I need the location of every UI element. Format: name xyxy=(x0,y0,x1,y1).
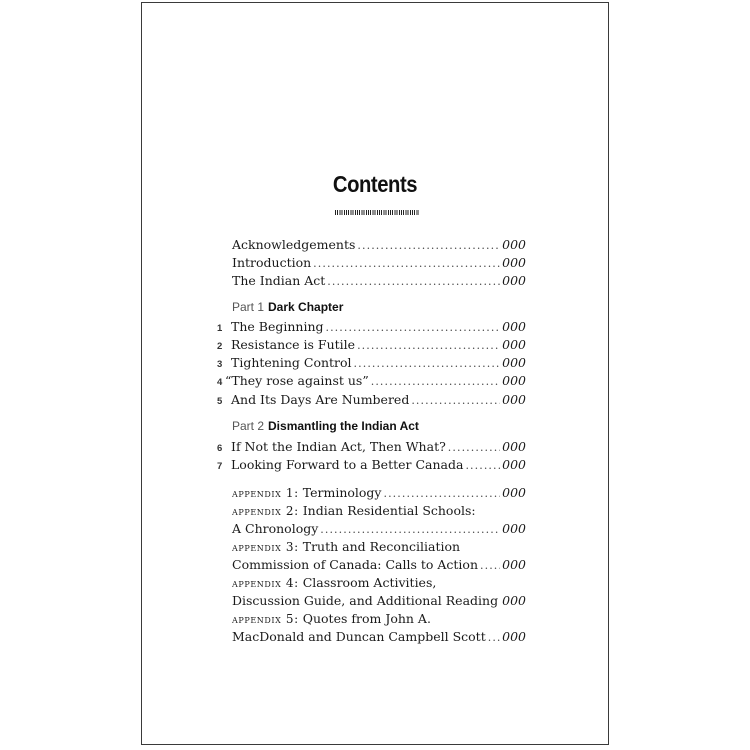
leader-dots xyxy=(326,321,501,334)
appendix-title: Terminology xyxy=(302,485,382,500)
chapter-label: And Its Days Are Numbered xyxy=(231,392,410,407)
toc-appendix-2-line2[interactable] xyxy=(232,521,526,539)
leader-dots xyxy=(320,523,500,536)
toc-appendix-5-line2[interactable] xyxy=(232,629,526,647)
chapter-number: 1 xyxy=(217,323,223,334)
toc-page-number: 000 xyxy=(502,355,526,370)
appendix-title-cont: MacDonald and Duncan Campbell Scott xyxy=(232,629,486,644)
appendix-prefix: appendix 2: xyxy=(232,504,299,518)
part-heading-2 xyxy=(232,419,419,433)
toc-appendix-1[interactable] xyxy=(232,485,526,503)
toc-chapter-5[interactable] xyxy=(217,392,526,410)
appendix-prefix: appendix 1: xyxy=(232,486,299,500)
toc-page-number: 000 xyxy=(502,439,526,454)
toc-page-number: 000 xyxy=(502,273,526,288)
appendix-prefix: appendix 4: xyxy=(232,576,299,590)
toc-entry-label: Acknowledgements xyxy=(232,237,356,252)
toc-entry-indian-act[interactable] xyxy=(232,273,526,291)
leader-dots xyxy=(313,257,500,270)
toc-chapter-4[interactable] xyxy=(217,373,526,391)
toc-entry-introduction[interactable] xyxy=(232,255,526,273)
part-title: Dark Chapter xyxy=(268,300,344,314)
leader-dots xyxy=(354,357,501,370)
leader-dots xyxy=(465,459,500,472)
appendix-title: Quotes from John A. xyxy=(302,611,431,626)
toc-appendix-3-line1[interactable] xyxy=(232,539,460,554)
toc-chapter-6[interactable] xyxy=(217,439,526,457)
leader-dots xyxy=(480,559,500,572)
appendix-title-cont: Commission of Canada: Calls to Action xyxy=(232,557,479,572)
toc-chapter-1[interactable] xyxy=(217,319,526,337)
toc-page-number: 000 xyxy=(502,629,526,644)
leader-dots xyxy=(357,339,500,352)
leader-dots xyxy=(327,275,500,288)
book-page xyxy=(141,2,609,745)
toc-page-number: 000 xyxy=(502,373,526,388)
leader-dots xyxy=(371,375,500,388)
toc-appendix-4-line2[interactable] xyxy=(232,593,526,611)
leader-dots xyxy=(488,631,500,644)
toc-appendix-3-line2[interactable] xyxy=(232,557,526,575)
part-label: Part 2 xyxy=(232,419,265,433)
chapter-label: Looking Forward to a Better Canada xyxy=(231,457,464,472)
chapter-number: 7 xyxy=(217,461,223,472)
toc-page-number: 000 xyxy=(502,319,526,334)
chapter-label: “They rose against us” xyxy=(225,373,369,388)
chapter-number: 3 xyxy=(217,359,223,370)
part-label: Part 1 xyxy=(232,300,265,314)
part-heading-1 xyxy=(232,300,343,314)
toc-appendix-2-line1[interactable] xyxy=(232,503,476,518)
table-of-contents xyxy=(142,3,608,744)
toc-entry-label: Introduction xyxy=(232,255,312,270)
chapter-label: If Not the Indian Act, Then What? xyxy=(231,439,446,454)
toc-chapter-7[interactable] xyxy=(217,457,526,475)
appendix-title-cont: A Chronology xyxy=(232,521,319,536)
contents-title: Contents xyxy=(332,171,418,197)
toc-appendix-5-line1[interactable] xyxy=(232,611,431,626)
appendix-title-cont: Discussion Guide, and Additional Reading xyxy=(232,593,499,608)
toc-chapter-2[interactable] xyxy=(217,337,526,355)
toc-entry-acknowledgements[interactable] xyxy=(232,237,526,255)
toc-page-number: 000 xyxy=(502,557,526,572)
part-title: Dismantling the Indian Act xyxy=(268,419,419,433)
appendix-title: Indian Residential Schools: xyxy=(302,503,476,518)
toc-chapter-3[interactable] xyxy=(217,355,526,373)
chapter-number: 4 xyxy=(217,377,223,388)
toc-page-number: 000 xyxy=(502,392,526,407)
leader-dots xyxy=(357,239,500,252)
chapter-label: Tightening Control xyxy=(231,355,352,370)
appendix-title: Truth and Reconciliation xyxy=(302,539,461,554)
toc-page-number: 000 xyxy=(502,485,526,500)
toc-page-number: 000 xyxy=(502,457,526,472)
chapter-number: 6 xyxy=(217,443,223,454)
leader-dots xyxy=(384,487,501,500)
toc-page-number: 000 xyxy=(502,593,526,608)
chapter-label: The Beginning xyxy=(231,319,324,334)
toc-page-number: 000 xyxy=(502,337,526,352)
appendix-title: Classroom Activities, xyxy=(302,575,437,590)
appendix-prefix: appendix 3: xyxy=(232,540,299,554)
toc-appendix-4-line1[interactable] xyxy=(232,575,436,590)
chapter-number: 5 xyxy=(217,396,223,407)
toc-page-number: 000 xyxy=(502,521,526,536)
chapter-number: 2 xyxy=(217,341,223,352)
leader-dots xyxy=(411,394,500,407)
toc-page-number: 000 xyxy=(502,255,526,270)
appendix-prefix: appendix 5: xyxy=(232,612,299,626)
chapter-label: Resistance is Futile xyxy=(231,337,356,352)
toc-page-number: 000 xyxy=(502,237,526,252)
leader-dots xyxy=(448,441,500,454)
toc-entry-label: The Indian Act xyxy=(232,273,326,288)
